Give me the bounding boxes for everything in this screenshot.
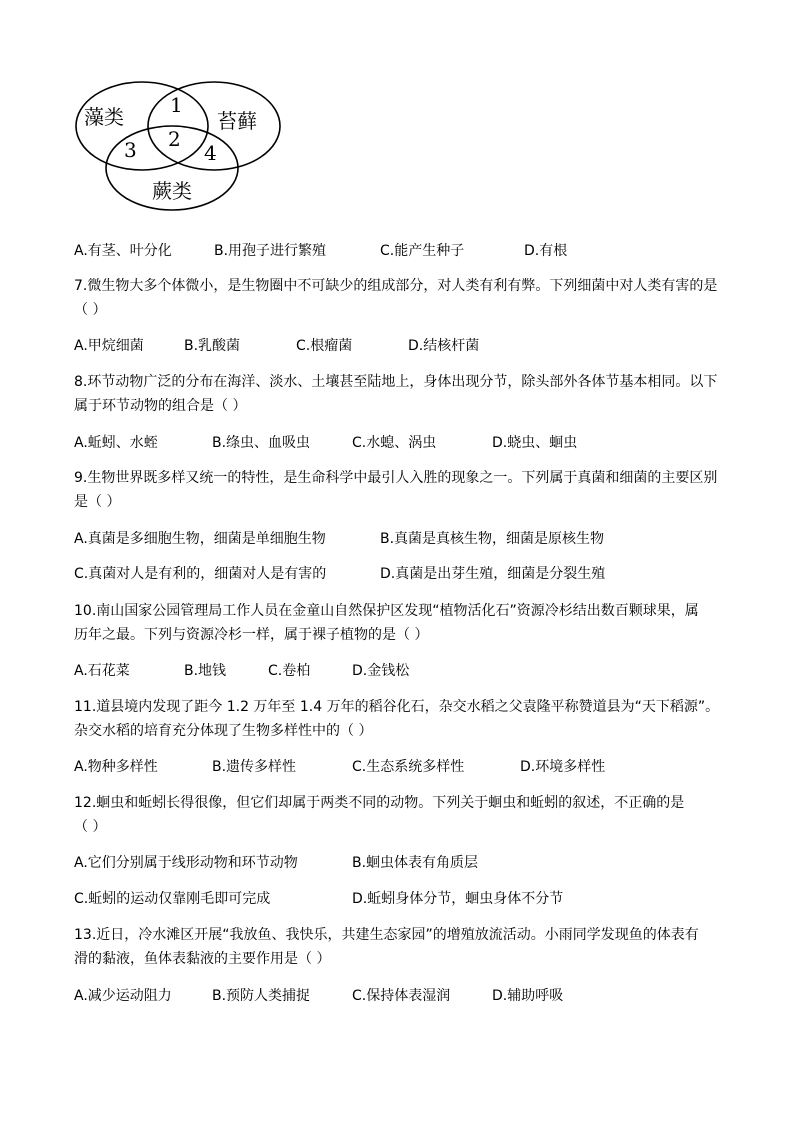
q10-option-c[interactable]: C.卷柏 bbox=[268, 663, 311, 679]
q10-stem-line2: 历年之最。下列与资源冷杉一样，属于裸子植物的是（ ） bbox=[74, 627, 429, 643]
q9-options-row2 bbox=[74, 565, 734, 583]
q12-stem-line1: 12.蛔虫和蚯蚓长得很像，但它们却属于两类不同的动物。下列关于蛔虫和蚯蚓的叙述，不正确的是 bbox=[74, 795, 685, 811]
q13-options bbox=[74, 987, 734, 1005]
q11-stem-line1: 11.道县境内发现了距今 1.2 万年至 1.4 万年的稻谷化石，杂交水稻之父袁隆平称赞道县为“天下稻源”。 bbox=[74, 699, 720, 715]
q10-stem-line1: 10.南山国家公园管理局工作人员在金童山自然保护区发现“植物活化石”资源冷杉结出数百颗球果，属 bbox=[74, 603, 699, 619]
q9-option-d[interactable]: D.真菌是出芽生殖，细菌是分裂生殖 bbox=[380, 566, 606, 582]
venn-diagram bbox=[74, 76, 284, 212]
q10-options bbox=[74, 662, 734, 680]
q12-option-c[interactable]: C.蚯蚓的运动仅靠刚毛即可完成 bbox=[74, 891, 271, 907]
q9-option-b[interactable]: B.真菌是真核生物，细菌是原核生物 bbox=[380, 531, 605, 547]
q7-option-c[interactable]: C.根瘤菌 bbox=[296, 338, 353, 354]
q13-option-b[interactable]: B.预防人类捕捉 bbox=[212, 988, 311, 1004]
fern-label: 蕨类 bbox=[152, 179, 192, 203]
q6-option-c[interactable]: C.能产生种子 bbox=[380, 243, 465, 259]
q12-option-b[interactable]: B.蛔虫体表有角质层 bbox=[352, 855, 479, 871]
q6-option-b[interactable]: B.用孢子进行繁殖 bbox=[214, 243, 327, 259]
algae-label: 藻类 bbox=[84, 105, 124, 129]
q8-options bbox=[74, 434, 734, 452]
q8-option-b[interactable]: B.绦虫、血吸虫 bbox=[212, 435, 311, 451]
q10-option-a[interactable]: A.石花菜 bbox=[74, 663, 130, 679]
moss-label: 苔藓 bbox=[217, 109, 257, 133]
q7-option-d[interactable]: D.结核杆菌 bbox=[408, 338, 480, 354]
q7-option-b[interactable]: B.乳酸菌 bbox=[184, 338, 241, 354]
q7-options bbox=[74, 337, 734, 355]
q9-stem-line2: 是（ ） bbox=[74, 494, 121, 510]
q13-stem-line2: 滑的黏液，鱼体表黏液的主要作用是（ ） bbox=[74, 951, 331, 967]
q8-option-a[interactable]: A.蚯蚓、水蛭 bbox=[74, 435, 158, 451]
q11-option-a[interactable]: A.物种多样性 bbox=[74, 759, 158, 775]
q9-options-row1 bbox=[74, 530, 734, 548]
q6-option-d[interactable]: D.有根 bbox=[524, 243, 568, 259]
q8-option-c[interactable]: C.水螅、涡虫 bbox=[352, 435, 437, 451]
q12-option-a[interactable]: A.它们分别属于线形动物和环节动物 bbox=[74, 855, 298, 871]
q9-option-a[interactable]: A.真菌是多细胞生物，细菌是单细胞生物 bbox=[74, 531, 326, 547]
q12-stem-line2: （ ） bbox=[74, 819, 107, 835]
region-2: 2 bbox=[168, 127, 181, 151]
q7-stem-line1: 7.微生物大多个体微小，是生物圈中不可缺少的组成部分，对人类有利有弊。下列细菌中对人类有害的是 bbox=[74, 278, 718, 294]
q13-option-c[interactable]: C.保持体表湿润 bbox=[352, 988, 451, 1004]
region-4: 4 bbox=[204, 141, 217, 165]
q12-options-row2 bbox=[74, 890, 734, 908]
q8-stem-line2: 属于环节动物的组合是（ ） bbox=[74, 398, 247, 414]
q11-option-c[interactable]: C.生态系统多样性 bbox=[352, 759, 465, 775]
q7-option-a[interactable]: A.甲烷细菌 bbox=[74, 338, 144, 354]
q13-option-d[interactable]: D.辅助呼吸 bbox=[492, 988, 564, 1004]
q10-option-b[interactable]: B.地钱 bbox=[184, 663, 227, 679]
q12-options-row1 bbox=[74, 854, 734, 872]
q12-option-d[interactable]: D.蚯蚓身体分节，蛔虫身体不分节 bbox=[352, 891, 564, 907]
region-3: 3 bbox=[124, 138, 137, 162]
q11-stem-line2: 杂交水稻的培育充分体现了生物多样性中的（ ） bbox=[74, 723, 373, 739]
q6-option-a[interactable]: A.有茎、叶分化 bbox=[74, 243, 172, 259]
q9-stem-line1: 9.生物世界既多样又统一的特性，是生命科学中最引人入胜的现象之一。下列属于真菌和细菌的主要区别 bbox=[74, 470, 718, 486]
q13-option-a[interactable]: A.减少运动阻力 bbox=[74, 988, 172, 1004]
q9-option-c[interactable]: C.真菌对人是有利的，细菌对人是有害的 bbox=[74, 566, 327, 582]
q11-options bbox=[74, 758, 734, 776]
q11-option-d[interactable]: D.环境多样性 bbox=[520, 759, 606, 775]
q8-stem-line1: 8.环节动物广泛的分布在海洋、淡水、土壤甚至陆地上，身体出现分节，除头部外各体节基本相同。以下 bbox=[74, 374, 718, 390]
q10-option-d[interactable]: D.金钱松 bbox=[352, 663, 410, 679]
q11-option-b[interactable]: B.遗传多样性 bbox=[212, 759, 297, 775]
region-1: 1 bbox=[170, 93, 183, 117]
q8-option-d[interactable]: D.蛲虫、蛔虫 bbox=[492, 435, 578, 451]
q13-stem-line1: 13.近日，冷水滩区开展“我放鱼、我快乐，共建生态家园”的增殖放流活动。小雨同学发现鱼的体表有 bbox=[74, 927, 699, 943]
q7-stem-line2: （ ） bbox=[74, 302, 107, 318]
q6-options bbox=[74, 242, 734, 260]
